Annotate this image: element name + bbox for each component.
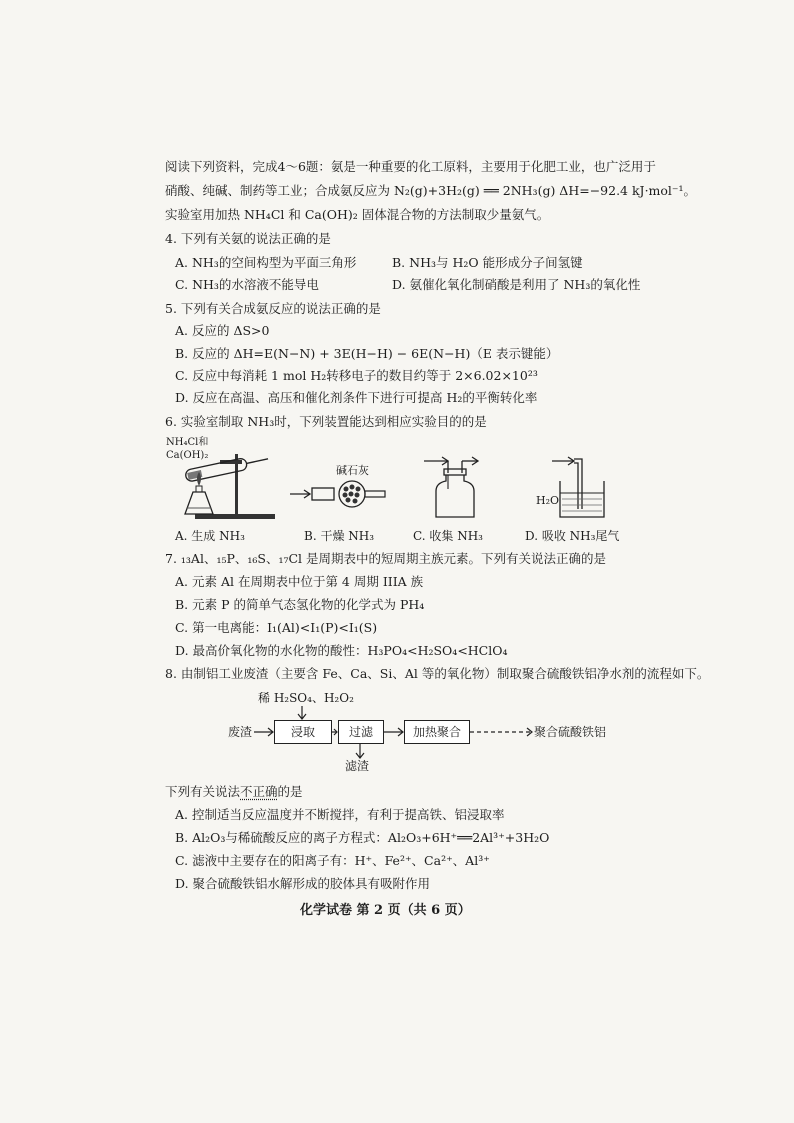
- q4-stem: 4. 下列有关氨的说法正确的是: [165, 231, 331, 246]
- q7-option-c: C. 第一电离能：I₁(Al)<I₁(P)<I₁(S): [175, 620, 378, 635]
- q8-option-b: B. Al₂O₃与稀硫酸反应的离子方程式：Al₂O₃+6H⁺══2Al³⁺+3H₂O: [175, 830, 550, 845]
- q4-option-c: C. NH₃的水溶液不能导电: [175, 277, 319, 292]
- flow-start-label: 废渣: [228, 725, 253, 739]
- intro-line-2: 硝酸、纯碱、制药等工业；合成氨反应为 N₂(g)+3H₂(g) ══ 2NH₃(g) ΔH=−92.4 kJ·mol⁻¹。: [165, 183, 697, 198]
- flow-product-label: 聚合硫酸铁铝: [534, 725, 607, 739]
- q6-caption-a: A. 生成 NH₃: [175, 529, 245, 543]
- q8-option-d: D. 聚合硫酸铁铝水解形成的胶体具有吸附作用: [175, 876, 431, 891]
- q5-option-b: B. 反应的 ΔH=E(N−N) + 3E(H−H) − 6E(N−H)（E 表示键能）: [175, 346, 559, 361]
- flow-step-leach: 浸取: [274, 720, 332, 744]
- q7-stem: 7. ₁₃Al、₁₅P、₁₆S、₁₇Cl 是周期表中的短周期主族元素。下列有关说法正确的是: [165, 551, 607, 566]
- q8-sub-stem: 下列有关说法不正确的是: [165, 784, 303, 799]
- flow-step-filter: 过滤: [338, 720, 384, 744]
- q6-stem: 6. 实验室制取 NH₃时，下列装置能达到相应实验目的的是: [165, 414, 487, 429]
- intro-line-1: 阅读下列资料，完成4～6题：氨是一种重要的化工原料，主要用于化肥工业，也广泛用于: [165, 159, 656, 174]
- apparatus-a-diagram: [165, 440, 285, 522]
- apparatus-d-diagram: [548, 455, 618, 521]
- q6-caption-b: B. 干燥 NH₃: [304, 529, 375, 543]
- apparatus-c-diagram: [418, 455, 488, 521]
- q8-option-c: C. 滤液中主要存在的阳离子有：H⁺、Fe²⁺、Ca²⁺、Al³⁺: [175, 853, 490, 868]
- q4-option-d: D. 氨催化氧化制硝酸是利用了 NH₃的氧化性: [392, 277, 641, 292]
- q5-option-a: A. 反应的 ΔS>0: [175, 323, 270, 338]
- q6-reagent-label-1: NH₄Cl和: [166, 437, 209, 448]
- q6-water-label: H₂O: [536, 494, 560, 507]
- q6-reagent-label-2: Ca(OH)₂: [166, 450, 209, 461]
- q7-option-a: A. 元素 Al 在周期表中位于第 4 周期 IIIA 族: [175, 574, 424, 589]
- q8-emphasis-not-correct: 不正确: [240, 784, 278, 799]
- q4-option-b: B. NH₃与 H₂O 能形成分子间氢键: [392, 255, 583, 270]
- q6-soda-lime-label: 碱石灰: [336, 464, 369, 477]
- flow-arrows: [250, 704, 540, 760]
- q6-caption-c: C. 收集 NH₃: [413, 529, 483, 543]
- flow-reagent-label: 稀 H₂SO₄、H₂O₂: [258, 691, 354, 705]
- q7-option-b: B. 元素 P 的简单气态氢化物的化学式为 PH₄: [175, 597, 425, 612]
- page-footer: 化学试卷 第 2 页（共 6 页）: [300, 903, 471, 918]
- q8-stem: 8. 由制铝工业废渣（主要含 Fe、Ca、Si、Al 等的氧化物）制取聚合硫酸铁铝净水剂的流程如下。: [165, 666, 710, 681]
- intro-line-3: 实验室用加热 NH₄Cl 和 Ca(OH)₂ 固体混合物的方法制取少量氨气。: [165, 207, 550, 222]
- apparatus-b-diagram: [290, 476, 390, 516]
- q5-stem: 5. 下列有关合成氨反应的说法正确的是: [165, 301, 381, 316]
- flow-residue-label: 滤渣: [345, 759, 370, 773]
- q5-option-d: D. 反应在高温、高压和催化剂条件下进行可提高 H₂的平衡转化率: [175, 390, 538, 405]
- q5-option-c: C. 反应中每消耗 1 mol H₂转移电子的数目约等于 2×6.02×10²³: [175, 368, 538, 383]
- q8-option-a: A. 控制适当反应温度并不断搅拌，有利于提高铁、铝浸取率: [175, 807, 505, 822]
- q4-option-a: A. NH₃的空间构型为平面三角形: [175, 255, 357, 270]
- q7-option-d: D. 最高价氧化物的水化物的酸性：H₃PO₄<H₂SO₄<HClO₄: [175, 643, 508, 658]
- q6-caption-d: D. 吸收 NH₃尾气: [525, 529, 620, 543]
- flow-step-polymerize: 加热聚合: [404, 720, 470, 744]
